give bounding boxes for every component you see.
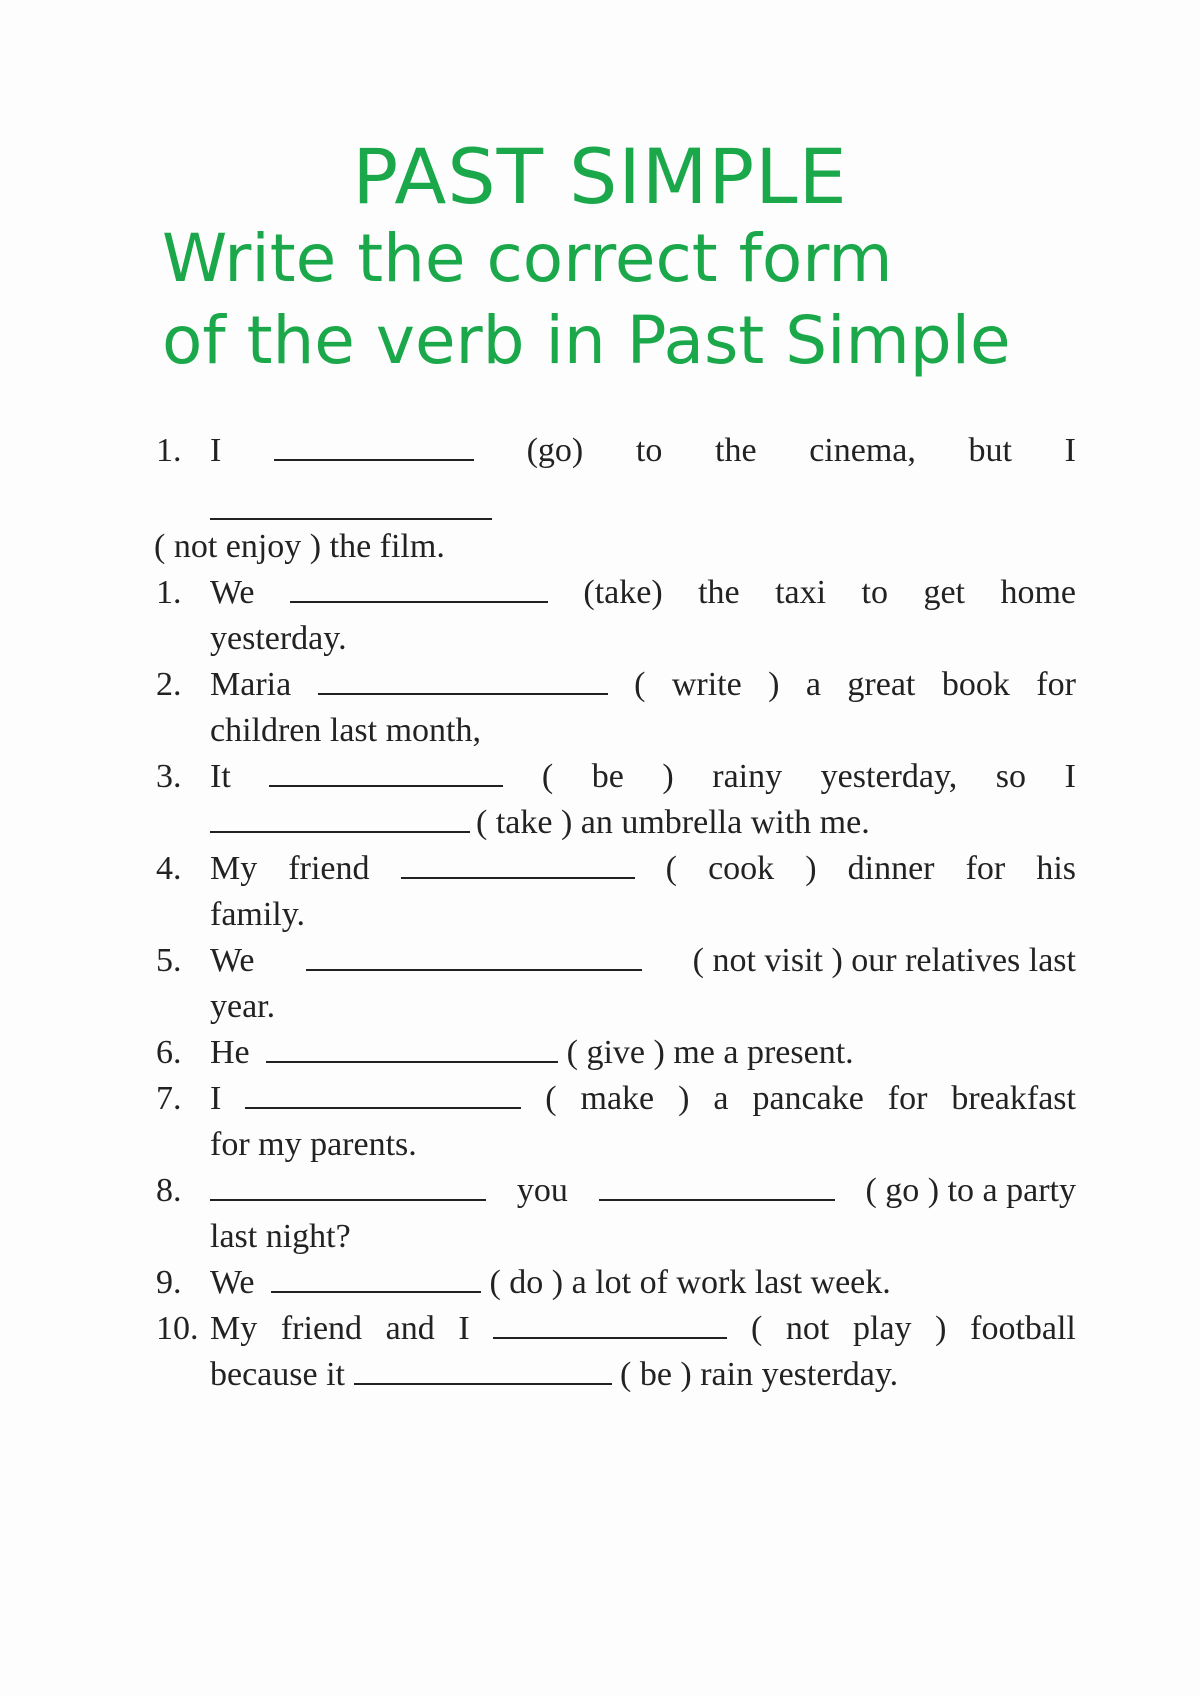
word: make xyxy=(580,1080,655,1117)
item-text xyxy=(210,846,1076,938)
word: We xyxy=(210,942,255,979)
item-number: 6. xyxy=(156,1034,182,1071)
item-text xyxy=(210,1168,1076,1260)
item-number: 3. xyxy=(156,758,182,795)
word: ( give ) me a present. xyxy=(566,1034,854,1071)
word: for xyxy=(1036,666,1076,703)
item-text xyxy=(210,938,1076,1030)
instructions-line-2: of the verb in Past Simple xyxy=(162,302,1011,379)
item-number: 7. xyxy=(156,1080,182,1117)
word: breakfast xyxy=(951,1080,1076,1117)
word: (go) xyxy=(526,432,584,469)
word: cook xyxy=(708,850,775,887)
answer-blank[interactable] xyxy=(266,1031,558,1063)
answer-blank[interactable] xyxy=(269,755,503,787)
word: the xyxy=(698,574,740,611)
word: It xyxy=(210,758,231,795)
word: book xyxy=(941,666,1010,703)
word: ( xyxy=(634,666,646,703)
word: My xyxy=(210,1310,258,1347)
exercise-item xyxy=(156,1076,1076,1168)
item-text xyxy=(210,428,1076,524)
word: a xyxy=(713,1080,729,1117)
answer-blank[interactable] xyxy=(401,847,635,879)
item-text xyxy=(210,1260,1076,1306)
word: for xyxy=(965,850,1006,887)
answer-blank[interactable] xyxy=(210,1169,486,1201)
word: so xyxy=(995,758,1027,795)
word: dinner xyxy=(847,850,935,887)
word: ( go ) to a party xyxy=(865,1172,1076,1209)
word: I xyxy=(1064,758,1076,795)
item-continuation: for my parents. xyxy=(210,1126,417,1163)
word: ( xyxy=(750,1310,763,1347)
word: ( xyxy=(545,1080,557,1117)
word: you xyxy=(516,1172,568,1209)
word: ) xyxy=(805,850,817,887)
word: ) xyxy=(662,758,674,795)
item-text xyxy=(210,662,1076,754)
answer-blank[interactable] xyxy=(318,663,608,695)
item-text xyxy=(210,754,1076,846)
word: yesterday, xyxy=(820,758,958,795)
exercise-item xyxy=(156,846,1076,938)
word: be xyxy=(591,758,624,795)
exercise-item xyxy=(156,1030,1076,1076)
exercise-list xyxy=(156,428,1076,1398)
word: to xyxy=(861,574,888,611)
word: pancake xyxy=(752,1080,864,1117)
word: ) xyxy=(678,1080,690,1117)
answer-blank[interactable] xyxy=(354,1353,612,1385)
exercise-item xyxy=(156,570,1076,662)
word: a xyxy=(805,666,821,703)
word: play xyxy=(853,1310,912,1347)
item-text xyxy=(210,1306,1076,1398)
answer-blank[interactable] xyxy=(271,1261,481,1293)
word: I xyxy=(1064,432,1076,469)
word: We xyxy=(210,574,255,611)
word: the xyxy=(715,432,757,469)
word: friend xyxy=(280,1310,363,1347)
item-text xyxy=(210,570,1076,662)
item-number: 1. xyxy=(156,574,182,611)
item-continuation: ( not enjoy ) the film. xyxy=(154,528,445,565)
word: rainy xyxy=(712,758,783,795)
item-continuation: children last month, xyxy=(210,712,482,749)
word: (take) xyxy=(583,574,663,611)
answer-blank[interactable] xyxy=(274,429,474,461)
answer-blank[interactable] xyxy=(210,801,470,833)
item-number: 8. xyxy=(156,1172,182,1209)
word: taxi xyxy=(775,574,827,611)
word: to xyxy=(635,432,663,469)
exercise-item xyxy=(156,938,1076,1030)
word: and xyxy=(385,1310,435,1347)
word: He xyxy=(210,1034,250,1071)
answer-blank[interactable] xyxy=(599,1169,835,1201)
word: for xyxy=(887,1080,928,1117)
word: his xyxy=(1036,850,1076,887)
word: ) xyxy=(768,666,780,703)
item-text xyxy=(210,1030,1076,1076)
word: My xyxy=(210,850,258,887)
word: Maria xyxy=(210,666,292,703)
word: but xyxy=(968,432,1012,469)
item-text xyxy=(210,1076,1076,1168)
word: I xyxy=(458,1310,470,1347)
item-number: 10. xyxy=(156,1310,199,1347)
answer-blank[interactable] xyxy=(245,1077,521,1109)
item-continuation: year. xyxy=(210,988,276,1025)
item-number: 2. xyxy=(156,666,182,703)
item-number: 4. xyxy=(156,850,182,887)
instructions xyxy=(162,218,1011,382)
item-number: 1. xyxy=(156,432,182,469)
word: cinema, xyxy=(809,432,916,469)
exercise-item xyxy=(156,1260,1076,1306)
answer-blank[interactable] xyxy=(306,939,642,971)
word: friend xyxy=(288,850,370,887)
item-continuation: last night? xyxy=(210,1218,351,1255)
item-number: 5. xyxy=(156,942,182,979)
word: not xyxy=(785,1310,830,1347)
word: ) xyxy=(935,1310,947,1347)
worksheet-title: PAST SIMPLE xyxy=(352,132,848,221)
answer-blank[interactable] xyxy=(493,1307,727,1339)
exercise-item xyxy=(156,662,1076,754)
word: I xyxy=(210,432,222,469)
item-continuation: yesterday. xyxy=(210,620,347,657)
item-continuation: ( be ) rain yesterday. xyxy=(620,1356,899,1393)
word: ( do ) a lot of work last week. xyxy=(489,1264,891,1301)
word: write xyxy=(671,666,742,703)
item-continuation: because it xyxy=(210,1356,345,1393)
answer-blank[interactable] xyxy=(290,571,548,603)
word: great xyxy=(847,666,916,703)
word: We xyxy=(210,1264,255,1301)
word: ( xyxy=(665,850,677,887)
instructions-line-1: Write the correct form xyxy=(162,220,893,297)
word: I xyxy=(210,1080,222,1117)
exercise-item xyxy=(156,1168,1076,1260)
exercise-item xyxy=(156,754,1076,846)
word: home xyxy=(1000,574,1076,611)
item-continuation: family. xyxy=(210,896,306,933)
item-continuation: ( take ) an umbrella with me. xyxy=(476,804,870,841)
item-number: 9. xyxy=(156,1264,182,1301)
answer-blank[interactable] xyxy=(210,488,492,520)
word: ( xyxy=(541,758,554,795)
exercise-item xyxy=(156,428,1076,524)
word: football xyxy=(970,1310,1076,1347)
exercise-item xyxy=(156,1306,1076,1398)
word: get xyxy=(923,574,965,611)
word: ( not visit ) our relatives last xyxy=(692,942,1076,979)
